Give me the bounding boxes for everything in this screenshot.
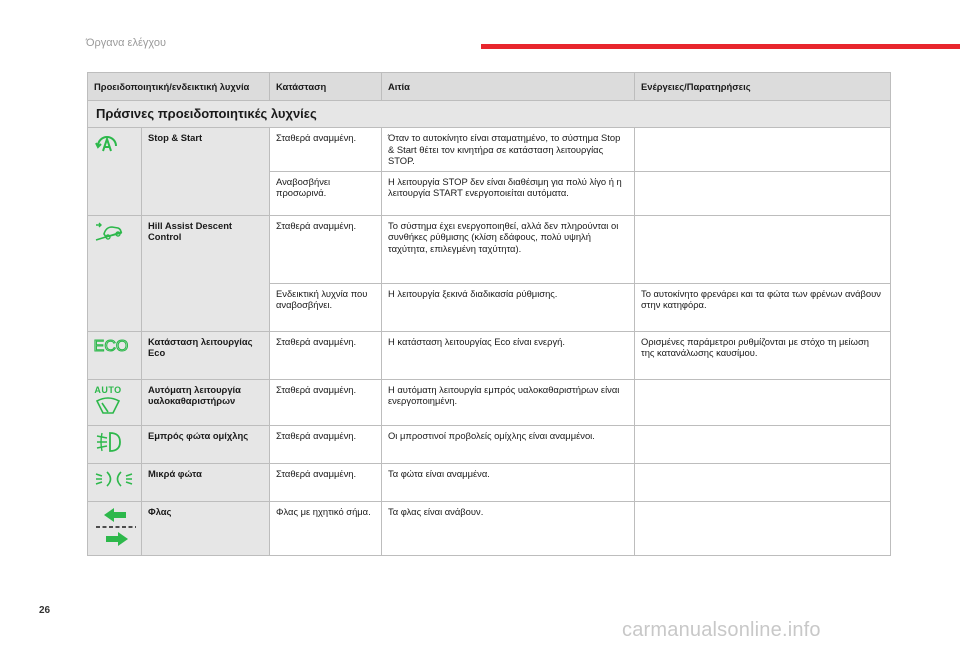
cause-cell: Η λειτουργία STOP δεν είναι διαθέσιμη για πολύ λίγο ή η λειτουργία START ενεργοποιείται αυτόματα. (382, 171, 635, 215)
light-name: Μικρά φώτα (142, 463, 270, 501)
light-name: Stop & Start (142, 128, 270, 216)
action-cell (635, 128, 891, 172)
light-name: Hill Assist Descent Control (142, 215, 270, 331)
auto-label: AUTO (94, 384, 122, 395)
state-cell: Σταθερά αναμμένη. (270, 379, 382, 425)
stop-start-icon (94, 132, 120, 156)
page-number: 26 (39, 605, 51, 616)
header-accent-bar (481, 44, 960, 49)
action-cell (635, 501, 891, 555)
eco-icon (94, 336, 128, 354)
action-cell (635, 171, 891, 215)
action-cell: Το αυτοκίνητο φρενάρει και τα φώτα των φρένων ανάβουν στην κατηφόρα. (635, 283, 891, 331)
light-name: Φλας (142, 501, 270, 555)
column-header-action: Ενέργειες/Παρατηρήσεις (635, 73, 891, 101)
light-name: Εμπρός φώτα ομίχλης (142, 425, 270, 463)
table-row (88, 425, 891, 463)
state-cell: Σταθερά αναμμένη. (270, 128, 382, 172)
table-row (88, 379, 891, 425)
state-cell: Αναβοσβήνει προσωρινά. (270, 171, 382, 215)
cause-cell: Οι μπροστινοί προβολείς ομίχλης είναι αναμμένοι. (382, 425, 635, 463)
sidelights-icon (94, 468, 134, 490)
cause-cell: Το σύστημα έχει ενεργοποιηθεί, αλλά δεν πληρούνται οι συνθήκες ρύθμισης (κλίση εδάφους, πολύ υψηλή ταχύτητα, επιλεγμένη ταχύτητα). (382, 215, 635, 283)
column-header-light: Προειδοποιητική/ενδεικτική λυχνία (88, 73, 270, 101)
table-row (88, 215, 891, 283)
svg-text:ECO: ECO (94, 337, 128, 354)
cause-cell: Όταν το αυτοκίνητο είναι σταματημένο, το σύστημα Stop & Start θέτει τον κινητήρα σε κατάσταση λειτουργίας STOP. (382, 128, 635, 172)
section-header-title: Όργανα ελέγχου (86, 37, 166, 49)
state-cell: Σταθερά αναμμένη. (270, 425, 382, 463)
light-name: Κατάσταση λειτουργίας Eco (142, 331, 270, 379)
action-cell (635, 215, 891, 283)
state-cell: Σταθερά αναμμένη. (270, 331, 382, 379)
table-row (88, 128, 891, 172)
table-row (88, 501, 891, 555)
turn-signal-icon (94, 506, 138, 548)
light-name: Αυτόματη λειτουργία υαλοκαθαριστήρων (142, 379, 270, 425)
action-cell (635, 425, 891, 463)
state-cell: Ενδεικτική λυχνία που αναβοσβήνει. (270, 283, 382, 331)
state-cell: Φλας με ηχητικό σήμα. (270, 501, 382, 555)
cause-cell: Τα φλας είναι ανάβουν. (382, 501, 635, 555)
cause-cell: Τα φώτα είναι αναμμένα. (382, 463, 635, 501)
action-cell: Ορισμένες παράμετροι ρυθμίζονται με στόχο τη μείωση της κατανάλωσης καυσίμου. (635, 331, 891, 379)
section-title: Πράσινες προειδοποιητικές λυχνίες (88, 101, 891, 128)
state-cell: Σταθερά αναμμένη. (270, 463, 382, 501)
cause-cell: Η κατάσταση λειτουργίας Eco είναι ενεργή. (382, 331, 635, 379)
cause-cell: Η λειτουργία ξεκινά διαδικασία ρύθμισης. (382, 283, 635, 331)
table-row (88, 463, 891, 501)
hill-descent-icon (94, 220, 124, 244)
front-fog-light-icon (94, 430, 124, 454)
section-row (88, 101, 891, 128)
action-cell (635, 379, 891, 425)
warning-lights-table (87, 72, 891, 556)
auto-wiper-icon (94, 385, 122, 415)
action-cell (635, 463, 891, 501)
watermark: carmanualsonline.info (622, 619, 821, 641)
column-header-state: Κατάσταση (270, 73, 382, 101)
column-header-cause: Αιτία (382, 73, 635, 101)
cause-cell: Η αυτόματη λειτουργία εμπρός υαλοκαθαριστήρων είναι ενεργοποιημένη. (382, 379, 635, 425)
state-cell: Σταθερά αναμμένη. (270, 215, 382, 283)
table-header-row (88, 73, 891, 101)
table-row (88, 331, 891, 379)
